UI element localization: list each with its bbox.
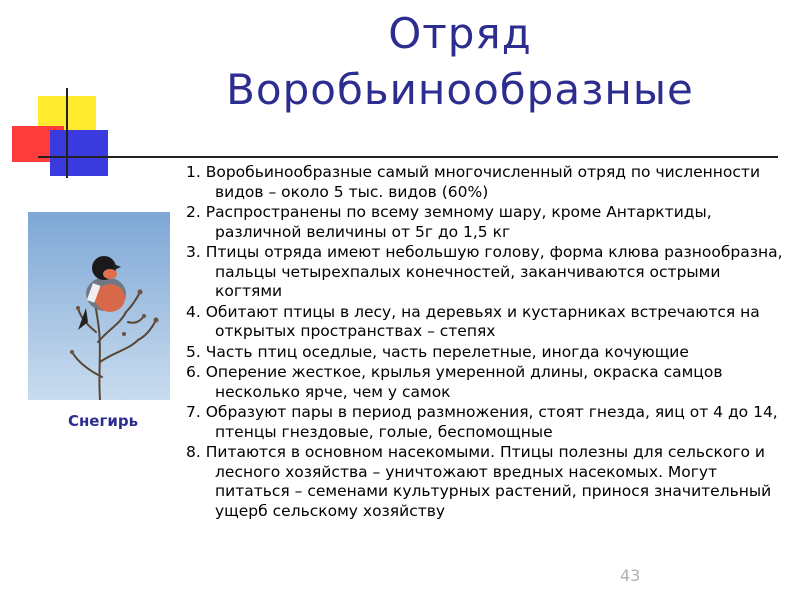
decor-horizontal-line (38, 156, 778, 158)
slide-title-line1: Отряд (388, 9, 532, 58)
fact-item-2: 2. Распространены по всему земному шару, кроме Антарктиды, различной величины от 5г до 1,5 кг (186, 203, 712, 241)
fact-item-4: 4. Обитают птицы в лесу, на деревьях и кустарниках встречаются на открытых пространствах – степях (186, 302, 760, 340)
bullfinch-photo (28, 212, 170, 400)
fact-item-8: 8. Питаются в основном насекомыми. Птицы полезны для сельского и лесного хозяйства – уничтожают вредных насекомых. Могут питаться – семенами культурных растений, принося значительный ущерб сельскому хозяйству (186, 443, 772, 520)
fact-item-6: 6. Оперение жесткое, крылья умеренной длины, окраска самцов несколько ярче, чем у самок (186, 363, 723, 401)
image-caption: Снегирь (67, 412, 139, 430)
slide-title (180, 6, 740, 118)
decor-blue-square (50, 130, 108, 176)
decor-vertical-line (66, 88, 68, 178)
page-number: 43 (620, 566, 641, 585)
bullfinch-illustration (28, 212, 170, 400)
fact-item-3: 3. Птицы отряда имеют небольшую голову, форма клюва разнообразна, пальцы четырехпалых конечностей, заканчиваются острыми когтями (186, 243, 783, 300)
facts-list (186, 163, 792, 522)
slide-title-line2: Воробьинообразные (226, 65, 694, 114)
fact-item-5: 5. Часть птиц оседлые, часть перелетные, иногда кочующие (186, 342, 689, 361)
fact-item-7: 7. Образуют пары в период размножения, стоят гнезда, яиц от 4 до 14, птенцы гнездовые, голые, беспомощные (186, 403, 778, 441)
fact-item-1: 1. Воробьинообразные самый многочисленный отряд по численности видов – около 5 тыс. видов (60%) (186, 163, 761, 201)
